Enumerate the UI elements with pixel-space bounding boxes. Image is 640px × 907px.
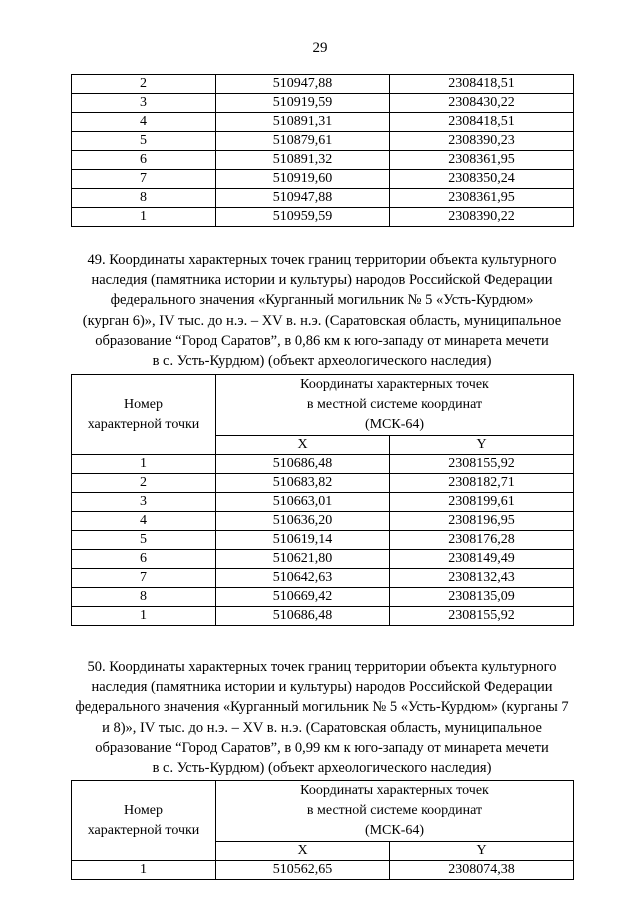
y-coordinate-cell: 2308361,95 xyxy=(390,189,574,208)
table-row xyxy=(72,151,574,170)
x-coordinate-cell: 510642,63 xyxy=(216,569,390,588)
table-row xyxy=(72,170,574,189)
x-coordinate-cell: 510663,01 xyxy=(216,493,390,512)
y-coordinate-cell: 2308135,09 xyxy=(390,588,574,607)
x-coordinate-cell: 510891,32 xyxy=(216,151,390,170)
heading-line: 49. Координаты характерных точек границ территории объекта культурного xyxy=(87,252,557,268)
header-line: характерной точки xyxy=(87,416,200,432)
header-line: в местной системе координат xyxy=(306,397,483,412)
point-number-cell: 6 xyxy=(72,550,216,569)
y-coordinate-cell: 2308182,71 xyxy=(390,474,574,493)
table-row xyxy=(72,588,574,607)
y-coordinate-cell: 2308176,28 xyxy=(390,531,574,550)
coordinates-header xyxy=(216,375,574,436)
x-column-header: X xyxy=(216,842,390,861)
y-coordinate-cell: 2308350,24 xyxy=(390,170,574,189)
heading-line: в с. Усть-Курдюм) (объект археологического наследия) xyxy=(152,353,492,370)
x-coordinate-cell: 510562,65 xyxy=(216,861,390,880)
page-number: 29 xyxy=(312,40,328,56)
x-coordinate-cell: 510919,59 xyxy=(216,94,390,113)
x-coordinate-cell: 510686,48 xyxy=(216,455,390,474)
y-coordinate-cell: 2308149,49 xyxy=(390,550,574,569)
header-line: Номер xyxy=(124,396,163,412)
table-row xyxy=(72,861,574,880)
point-number-cell: 4 xyxy=(72,113,216,132)
x-coordinate-cell: 510621,80 xyxy=(216,550,390,569)
point-number-cell: 3 xyxy=(72,94,216,113)
y-coordinate-cell: 2308418,51 xyxy=(390,75,574,94)
x-coordinate-cell: 510619,14 xyxy=(216,531,390,550)
point-number-cell: 4 xyxy=(72,512,216,531)
heading-line: (курган 6)», IV тыс. до н.э. – XV в. н.э. (Саратовская область, муниципальное xyxy=(82,312,562,329)
heading-line: образование “Город Саратов”, в 0,86 км к юго-западу от минарета мечети xyxy=(95,332,549,349)
table-row xyxy=(72,189,574,208)
x-coordinate-cell: 510947,88 xyxy=(216,75,390,94)
x-coordinate-cell: 510683,82 xyxy=(216,474,390,493)
header-line: характерной точки xyxy=(87,822,200,838)
point-number-cell: 1 xyxy=(72,455,216,474)
table-row xyxy=(72,94,574,113)
table-row xyxy=(72,531,574,550)
y-coordinate-cell: 2308390,22 xyxy=(390,208,574,227)
table-row xyxy=(72,208,574,227)
coordinates-table-continued xyxy=(71,74,574,227)
y-coordinate-cell: 2308418,51 xyxy=(390,113,574,132)
section-50-heading xyxy=(74,657,570,778)
x-coordinate-cell: 510959,59 xyxy=(216,208,390,227)
header-line: Координаты характерных точек xyxy=(300,783,489,798)
point-number-cell: 2 xyxy=(72,474,216,493)
table-row xyxy=(72,132,574,151)
header-line: Номер xyxy=(124,802,163,818)
table-row xyxy=(72,493,574,512)
point-number-cell: 7 xyxy=(72,170,216,189)
x-coordinate-cell: 510686,48 xyxy=(216,607,390,626)
point-number-cell: 5 xyxy=(72,531,216,550)
header-line: (МСК-64) xyxy=(364,417,425,432)
y-coordinate-cell: 2308132,43 xyxy=(390,569,574,588)
y-coordinate-cell: 2308430,22 xyxy=(390,94,574,113)
header-line: в местной системе координат xyxy=(306,803,483,818)
section-50-coordinates-table xyxy=(71,780,574,880)
x-column-header: X xyxy=(216,436,390,455)
point-number-cell: 8 xyxy=(72,588,216,607)
point-number-cell: 7 xyxy=(72,569,216,588)
heading-line: федерального значения «Курганный могильник № 5 «Усть-Курдюм» (курганы 7 xyxy=(75,699,569,716)
point-number-cell: 1 xyxy=(72,208,216,227)
table-row xyxy=(72,569,574,588)
point-number-cell: 1 xyxy=(72,607,216,626)
x-coordinate-cell: 510879,61 xyxy=(216,132,390,151)
x-coordinate-cell: 510669,42 xyxy=(216,588,390,607)
x-coordinate-cell: 510919,60 xyxy=(216,170,390,189)
y-coordinate-cell: 2308390,23 xyxy=(390,132,574,151)
y-column-header: Y xyxy=(390,436,574,455)
y-coordinate-cell: 2308199,61 xyxy=(390,493,574,512)
point-number-cell: 6 xyxy=(72,151,216,170)
point-number-cell: 8 xyxy=(72,189,216,208)
heading-line: образование “Город Саратов”, в 0,99 км к юго-западу от минарета мечети xyxy=(95,739,549,756)
point-number-header xyxy=(72,375,216,455)
coordinates-header xyxy=(216,781,574,842)
y-coordinate-cell: 2308155,92 xyxy=(390,455,574,474)
point-number-cell: 1 xyxy=(72,861,216,880)
table-row xyxy=(72,550,574,569)
y-coordinate-cell: 2308155,92 xyxy=(390,607,574,626)
heading-line: федерального значения «Курганный могильник № 5 «Усть-Курдюм» xyxy=(110,292,534,309)
heading-line: и 8)», IV тыс. до н.э. – XV в. н.э. (Саратовская область, муниципальное xyxy=(102,719,542,736)
table-row xyxy=(72,474,574,493)
heading-line: 50. Координаты характерных точек границ территории объекта культурного xyxy=(87,659,557,675)
x-coordinate-cell: 510947,88 xyxy=(216,189,390,208)
table-row xyxy=(72,113,574,132)
heading-line: в с. Усть-Курдюм) (объект археологического наследия) xyxy=(152,760,492,777)
table-header-row xyxy=(72,375,574,436)
heading-line: наследия (памятника истории и культуры) народов Российской Федерации xyxy=(91,679,553,696)
y-coordinate-cell: 2308074,38 xyxy=(390,861,574,880)
header-line: (МСК-64) xyxy=(364,823,425,838)
table-row xyxy=(72,607,574,626)
y-column-header: Y xyxy=(390,842,574,861)
y-coordinate-cell: 2308361,95 xyxy=(390,151,574,170)
table-row xyxy=(72,455,574,474)
table-row xyxy=(72,512,574,531)
table-header-row xyxy=(72,781,574,842)
section-49-heading xyxy=(74,250,570,371)
point-number-header xyxy=(72,781,216,861)
table-row xyxy=(72,75,574,94)
header-line: Координаты характерных точек xyxy=(300,377,489,392)
x-coordinate-cell: 510636,20 xyxy=(216,512,390,531)
point-number-cell: 5 xyxy=(72,132,216,151)
heading-line: наследия (памятника истории и культуры) народов Российской Федерации xyxy=(91,272,553,289)
point-number-cell: 2 xyxy=(72,75,216,94)
section-49-coordinates-table xyxy=(71,374,574,626)
point-number-cell: 3 xyxy=(72,493,216,512)
x-coordinate-cell: 510891,31 xyxy=(216,113,390,132)
y-coordinate-cell: 2308196,95 xyxy=(390,512,574,531)
